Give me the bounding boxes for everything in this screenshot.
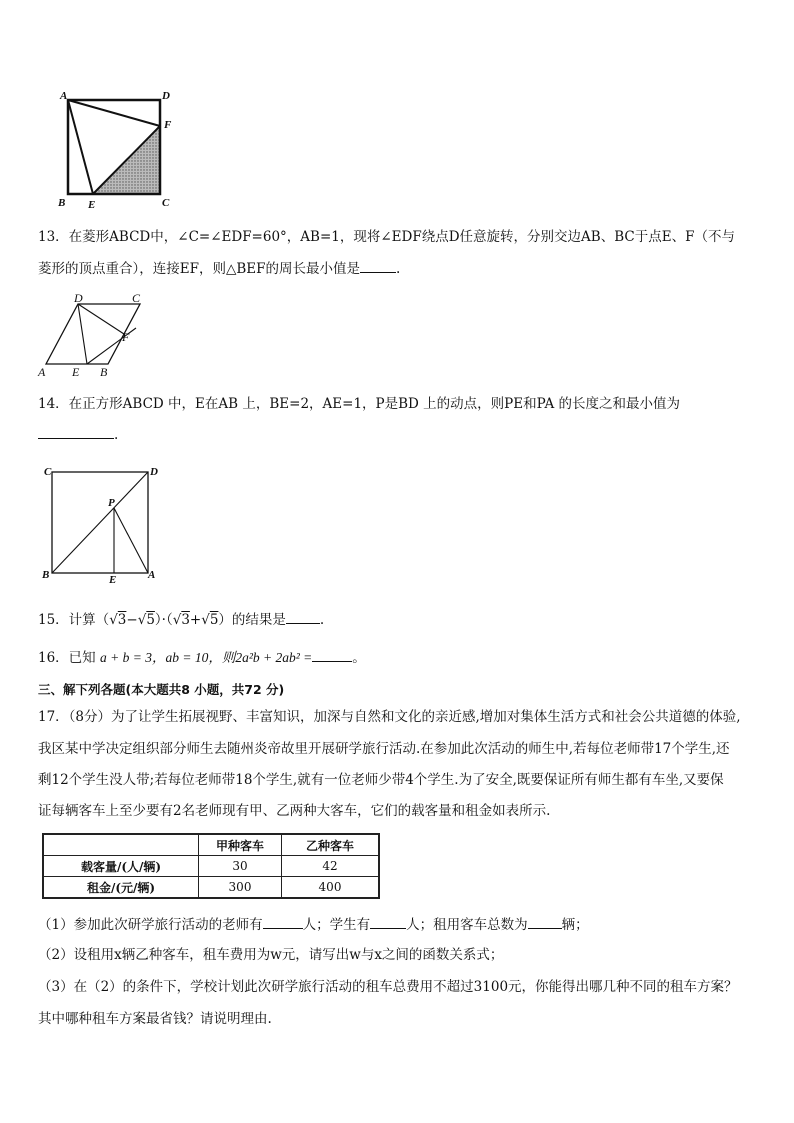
table-header-row — [43, 834, 379, 856]
q16-end: 。 — [352, 650, 366, 666]
q17-line3: 剩12个学生没人带;若每位老师带18个学生,就有一位老师少带4个学生.为了安全,既要保证所有师生都有车坐,又要保 — [38, 772, 724, 788]
table-cell: 400 — [282, 877, 380, 899]
q14-line1: 14．在正方形ABCD 中，E在AB 上，BE=2，AE=1，P是BD 上的动点，则PE和PA 的长度之和最小值为 — [38, 396, 680, 412]
figure-square-diagonal — [38, 462, 164, 586]
label-C: C — [132, 291, 141, 305]
q15-suffix: ）的结果是 — [218, 612, 286, 628]
sub1-a: （1）参加此次研学旅行活动的老师有 — [38, 917, 263, 933]
label-B: B — [100, 365, 108, 379]
label-B: B — [58, 197, 66, 209]
q13-line1: 13．在菱形ABCD中，∠C=∠EDF=60°，AB=1，现将∠EDF绕点D任意旋转，分别交边AB、BC于点E、F（不与 — [38, 229, 735, 245]
table-row — [43, 877, 379, 899]
table-cell: 租金/(元/辆) — [43, 877, 199, 899]
q16-prefix: 16．已知 — [38, 650, 96, 666]
q15-end: . — [319, 612, 325, 628]
section-title: 三、解下列各题(本大题共8 小题，共72 分) — [38, 682, 285, 697]
table-header-cell: 甲种客车 — [199, 834, 282, 856]
table-row — [43, 856, 379, 877]
teachers-blank[interactable] — [263, 914, 303, 929]
q13-line2-text: 菱形的顶点重合），连接EF，则△BEF的周长最小值是 — [38, 261, 360, 277]
label-F: F — [164, 119, 172, 131]
label-E: E — [88, 199, 96, 210]
students-blank[interactable] — [370, 914, 406, 929]
sub1-line — [38, 914, 589, 935]
label-A: A — [38, 365, 46, 379]
q16-answer-blank[interactable] — [312, 647, 352, 662]
sqrt5-a: √5 — [137, 612, 155, 628]
label-A: A — [148, 569, 156, 581]
q17-line4: 证每辆客车上至少要有2名老师现有甲、乙两种大客车，它们的载客量和租金如表所示. — [38, 803, 551, 819]
label-P: P — [108, 497, 115, 509]
q14-line2 — [38, 424, 118, 445]
label-C: C — [44, 466, 52, 478]
table-cell: 300 — [199, 877, 282, 899]
q16-line — [38, 647, 366, 668]
label-C: C — [162, 197, 170, 209]
table-cell: 载客量/(人/辆) — [43, 856, 199, 877]
q13-line2 — [38, 258, 400, 279]
sub1-b: 人；学生有 — [302, 917, 371, 933]
sqrt3-b: √3 — [172, 612, 190, 628]
label-A: A — [60, 90, 68, 102]
sqrt5-b: √5 — [201, 612, 219, 628]
sub1-d: 辆； — [561, 917, 589, 933]
label-D: D — [162, 90, 170, 102]
table-header-cell — [43, 834, 199, 856]
figure-square-shaded — [50, 88, 180, 210]
sub1-c: 人；租用客车总数为 — [406, 917, 528, 933]
q15-answer-blank[interactable] — [286, 609, 320, 624]
q14-answer-blank[interactable] — [38, 424, 114, 439]
figure-rhombus — [32, 290, 152, 382]
q17-line1: 17．（8分）为了让学生拓展视野、丰富知识，加深与自然和文化的亲近感,增加对集体生活方式和社会公共道德的体验, — [38, 709, 741, 725]
q15-prefix: 15．计算（ — [38, 612, 110, 628]
label-D: D — [74, 291, 83, 305]
table-cell: 30 — [199, 856, 282, 877]
q14-end: . — [114, 427, 119, 443]
table-cell: 42 — [282, 856, 380, 877]
sub3-line1: （3）在（2）的条件下，学校计划此次研学旅行活动的租车总费用不超过3100元，你能得出哪几种不同的租车方案？ — [38, 979, 738, 995]
q16-condition: a + b = 3，ab = 10，则2a²b + 2ab² = — [99, 650, 313, 665]
table-header-cell: 乙种客车 — [282, 834, 380, 856]
buses-blank[interactable] — [528, 914, 562, 929]
sqrt3-a: √3 — [109, 612, 127, 628]
label-E: E — [109, 574, 117, 586]
q15-mid: ）·（ — [154, 612, 173, 628]
label-D: D — [150, 466, 158, 478]
sub3-line2: 其中哪种租车方案最省钱？请说明理由. — [38, 1011, 272, 1027]
q17-line2: 我区某中学决定组织部分师生去随州炎帝故里开展研学旅行活动.在参加此次活动的师生中,若每位老师带17个学生,还 — [38, 741, 730, 757]
label-F: F — [122, 330, 130, 344]
sub2-line: （2）设租用x辆乙种客车，租车费用为w元，请写出w与x之间的函数关系式； — [38, 947, 504, 963]
q13-answer-blank[interactable] — [360, 258, 396, 273]
label-E: E — [72, 365, 80, 379]
bus-rental-table — [42, 833, 380, 899]
label-B: B — [42, 569, 50, 581]
q13-end: . — [396, 261, 401, 277]
q15-line: 15．计算（√3−√5）·（√3+√5）的结果是 . — [38, 609, 324, 630]
